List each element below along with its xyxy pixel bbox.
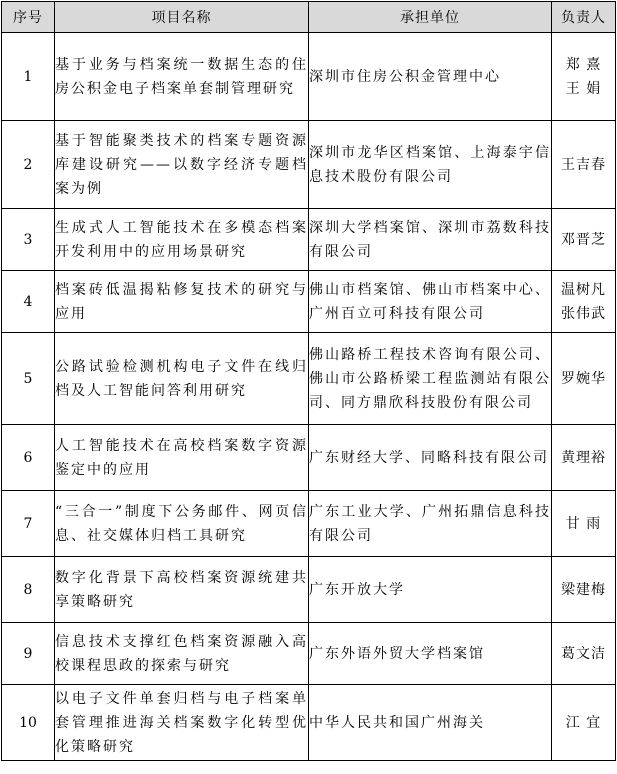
row-number-cell (2, 333, 55, 425)
responsible-unit-cell (309, 333, 552, 425)
responsible-unit: 广东财经大学、同略科技有限公司 (309, 449, 549, 466)
project-name-cell (55, 685, 309, 761)
person-in-charge-cell (552, 209, 616, 271)
row-number: 1 (23, 68, 33, 85)
responsible-unit: 深圳市龙华区档案馆、上海泰宇信息技术股份有限公司 (309, 144, 551, 185)
table-row (2, 623, 616, 685)
project-name-cell (55, 121, 309, 209)
person-in-charge-cell (552, 623, 616, 685)
header-person: 负责人 (552, 2, 616, 33)
project-name: 生成式人工智能技术在多模态档案开发利用中的应用场景研究 (55, 219, 308, 260)
row-number-cell (2, 33, 55, 121)
project-name-cell (55, 271, 309, 333)
person-in-charge-cell (552, 685, 616, 761)
person-in-charge: 黄理裕 (561, 449, 606, 466)
project-name: 基于智能聚类技术的档案专题资源库建设研究——以数字经济专题档案为例 (55, 132, 308, 197)
person-in-charge-cell (552, 425, 616, 491)
table-row (2, 491, 616, 557)
person-in-charge: 甘 雨 (565, 515, 602, 532)
row-number: 5 (23, 370, 33, 387)
responsible-unit-cell (309, 271, 552, 333)
row-number-cell (2, 491, 55, 557)
project-name: 信息技术支撑红色档案资源融入高校课程思政的探索与研究 (55, 633, 308, 674)
header-row (2, 2, 616, 33)
table-body (2, 33, 616, 761)
responsible-unit: 广东开放大学 (309, 581, 405, 598)
row-number: 2 (23, 156, 33, 173)
person-in-charge: 梁建梅 (561, 581, 606, 598)
person-in-charge-cell (552, 557, 616, 623)
row-number: 6 (23, 449, 33, 466)
header-name: 项目名称 (55, 2, 309, 33)
person-in-charge: 王吉春 (561, 156, 606, 173)
project-name: 公路试验检测机构电子文件在线归档及人工智能问答利用研究 (55, 358, 308, 399)
project-name: 人工智能技术在高校档案数字资源鉴定中的应用 (55, 437, 308, 478)
responsible-unit-cell (309, 685, 552, 761)
row-number: 4 (23, 293, 33, 310)
person-in-charge-cell (552, 491, 616, 557)
row-number: 3 (23, 231, 33, 248)
person-in-charge: 江 宜 (565, 714, 602, 731)
table-row (2, 271, 616, 333)
responsible-unit: 中华人民共和国广州海关 (309, 714, 485, 731)
responsible-unit: 佛山市档案馆、佛山市档案中心、广州百立可科技有限公司 (309, 281, 551, 322)
row-number-cell (2, 685, 55, 761)
row-number-cell (2, 209, 55, 271)
header-unit: 承担单位 (309, 2, 552, 33)
person-in-charge: 邓晋芝 (561, 231, 606, 248)
responsible-unit: 深圳市住房公积金管理中心 (309, 68, 501, 85)
project-name-cell (55, 557, 309, 623)
responsible-unit: 广东外语外贸大学档案馆 (309, 645, 485, 662)
project-name: “三合一”制度下公务邮件、网页信息、社交媒体归档工具研究 (55, 503, 308, 544)
table-row (2, 557, 616, 623)
row-number: 8 (23, 581, 33, 598)
table-row (2, 425, 616, 491)
project-name: 基于业务与档案统一数据生态的住房公积金电子档案单套制管理研究 (55, 56, 308, 97)
person-in-charge-cell (552, 271, 616, 333)
responsible-unit-cell (309, 209, 552, 271)
person-in-charge: 罗婉华 (561, 370, 606, 387)
project-name-cell (55, 623, 309, 685)
row-number-cell (2, 623, 55, 685)
responsible-unit: 佛山路桥工程技术咨询有限公司、佛山市公路桥梁工程监测站有限公司、同方鼎欣科技股份有限公司 (309, 346, 551, 411)
responsible-unit-cell (309, 121, 552, 209)
responsible-unit-cell (309, 557, 552, 623)
person-in-charge-cell (552, 333, 616, 425)
row-number: 9 (23, 645, 33, 662)
person-in-charge-cell (552, 33, 616, 121)
table-row (2, 33, 616, 121)
row-number-cell (2, 271, 55, 333)
row-number: 10 (19, 714, 37, 731)
responsible-unit: 广东工业大学、广州拓鼎信息科技有限公司 (309, 503, 551, 544)
project-name: 数字化背景下高校档案资源统建共享策略研究 (55, 569, 308, 610)
project-name-cell (55, 491, 309, 557)
project-name-cell (55, 425, 309, 491)
project-name-cell (55, 333, 309, 425)
project-name-cell (55, 33, 309, 121)
table-row (2, 333, 616, 425)
person-in-charge-cell (552, 121, 616, 209)
project-name-cell (55, 209, 309, 271)
person-in-charge: 郑 熹 王 娟 (565, 56, 602, 97)
responsible-unit-cell (309, 491, 552, 557)
project-name: 以电子文件单套归档与电子档案单套管理推进海关档案数字化转型优化策略研究 (55, 690, 308, 755)
person-in-charge: 温树凡 张伟武 (561, 281, 606, 322)
project-name: 档案砖低温揭粘修复技术的研究与应用 (55, 281, 308, 322)
responsible-unit: 深圳大学档案馆、深圳市荔数科技有限公司 (309, 219, 551, 260)
responsible-unit-cell (309, 623, 552, 685)
person-in-charge: 葛文洁 (561, 645, 606, 662)
row-number: 7 (23, 515, 33, 532)
responsible-unit-cell (309, 425, 552, 491)
header-no: 序号 (2, 2, 55, 33)
row-number-cell (2, 557, 55, 623)
table-row (2, 121, 616, 209)
responsible-unit-cell (309, 33, 552, 121)
project-table (1, 1, 616, 761)
row-number-cell (2, 121, 55, 209)
table-row (2, 209, 616, 271)
row-number-cell (2, 425, 55, 491)
table-row (2, 685, 616, 761)
